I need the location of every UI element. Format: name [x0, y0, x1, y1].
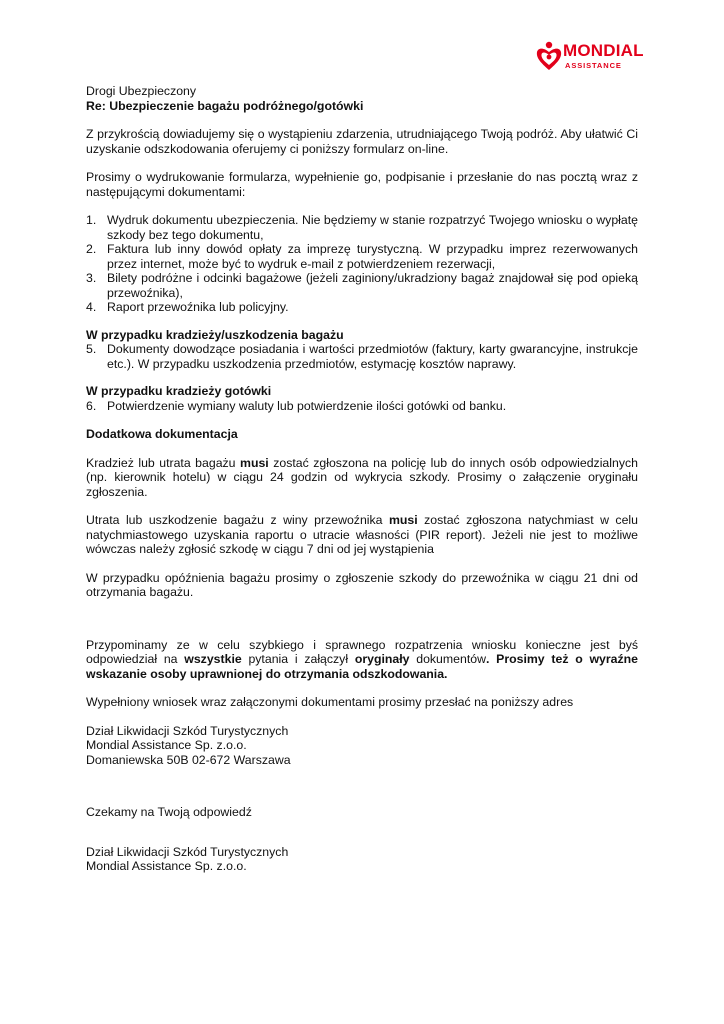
logo-subtitle: ASSISTANCE	[565, 61, 622, 70]
send-instructions: Wypełniony wniosek wraz załączonymi dokumentami prosimy przesłać na poniższy adres	[86, 695, 574, 709]
heart-person-icon	[536, 41, 562, 71]
list-number: 5.	[86, 342, 97, 356]
cash-theft-heading: W przypadku kradzieży gotówki	[86, 384, 272, 398]
text-run: Kradzież lub utrata bagażu	[86, 455, 241, 470]
closing-line: Czekamy na Twoją odpowiedź	[86, 805, 252, 819]
mailing-address	[86, 724, 638, 768]
list-text: Dokumenty dowodzące posiadania i wartości przedmiotów (faktury, karty gwarancyjne, instrukcje etc.). W przypadku uszkodzenia przedmiotów, estymację kosztów naprawy.	[107, 342, 638, 371]
list-number: 4.	[86, 300, 97, 314]
logo-name: MONDIAL	[563, 41, 644, 60]
additional-docs-heading: Dodatkowa dokumentacja	[86, 427, 238, 441]
theft-damage-list	[86, 342, 638, 371]
subject-line: Re: Ubezpieczenie bagażu podróżnego/gotówki	[86, 98, 364, 113]
list-text: Wydruk dokumentu ubezpieczenia. Nie będziemy w stanie rozpatrzyć Twojego wniosku o wypłatę szkody bez tego dokumentu,	[107, 213, 638, 242]
list-item	[86, 342, 638, 371]
emphasis-text: . Prosimy też o wyraźne wskazanie osoby uprawnionej do otrzymania odszkodowania.	[86, 652, 639, 681]
loss-report-paragraph	[86, 456, 638, 500]
emphasis-text: musi	[240, 455, 269, 470]
list-item	[86, 242, 638, 271]
signature-block	[86, 845, 638, 874]
address-line: Mondial Assistance Sp. z.o.o.	[86, 738, 247, 752]
text-run: zostać zgłoszona natychmiast w celu natychmiastowego uzyskania raportu o utracie własności (PIR report). Jeżeli nie jest to możliwe wówczas należy zgłosić szkodę w ciągu 7 dni od jej wystąpienia	[86, 513, 638, 556]
intro-paragraph: Z przykrością dowiadujemy się o wystąpieniu zdarzenia, utrudniającego Twoją podróż. Aby ułatwić Ci uzyskanie odszkodowania oferujemy ci poniższy formularz on-line.	[86, 127, 638, 156]
emphasis-text: oryginały	[354, 652, 410, 666]
list-item	[86, 213, 638, 242]
theft-damage-heading: W przypadku kradzieży/uszkodzenia bagażu	[86, 327, 344, 342]
salutation: Drogi Ubezpieczony	[86, 84, 197, 98]
request-paragraph: Prosimy o wydrukowanie formularza, wypełnienie go, podpisanie i przesłanie do nas pocztą wraz z następującymi dokumentami:	[86, 170, 638, 199]
list-text: Raport przewoźnika lub policyjny.	[107, 300, 289, 314]
required-documents-list	[86, 213, 638, 315]
list-text: Faktura lub inny dowód opłaty za imprezę turystyczną. W przypadku imprez rezerwowanych przez internet, może być to wydruk e-mail z potwierdzeniem rezerwacji,	[107, 242, 638, 271]
mondial-assistance-logo	[536, 41, 644, 73]
text-run: Utrata lub uszkodzenie bagażu z winy przewoźnika	[86, 513, 389, 527]
letter-body	[86, 84, 638, 874]
list-item	[86, 271, 638, 300]
delay-paragraph: W przypadku opóźnienia bagażu prosimy o zgłoszenie szkody do przewoźnika w ciągu 21 dni od otrzymania bagażu.	[86, 570, 638, 599]
signature-line: Mondial Assistance Sp. z.o.o.	[86, 859, 247, 873]
emphasis-text: musi	[388, 513, 418, 527]
list-number: 3.	[86, 271, 97, 285]
list-text: Bilety podróżne i odcinki bagażowe (jeżeli zaginiony/ukradziony bagaż znajdował się pod opieką przewoźnika),	[107, 271, 638, 300]
cash-theft-list	[86, 399, 638, 414]
emphasis-text: wszystkie	[184, 652, 242, 666]
list-number: 6.	[86, 398, 97, 413]
list-text: Potwierdzenie wymiany waluty lub potwierdzenie ilości gotówki od banku.	[107, 398, 507, 413]
text-run: pytania i załączył	[241, 652, 355, 666]
address-line: Domaniewska 50B 02-672 Warszawa	[86, 752, 291, 767]
text-run: Przypominamy ze w celu szybkiego i sprawnego rozpatrzenia wniosku konieczne jest byś odpowiedział na	[86, 637, 638, 666]
list-number: 1.	[86, 213, 97, 227]
list-item	[86, 300, 638, 315]
text-run: zostać zgłoszona na policję lub do innych osób odpowiedzialnych (np. kierownik hotelu) w ciągu 24 godzin od wykrycia szkody. Prosimy o załączenie oryginału zgłoszenia.	[86, 455, 638, 499]
signature-line: Dział Likwidacji Szkód Turystycznych	[86, 844, 289, 859]
list-number: 2.	[86, 242, 97, 256]
reminder-paragraph	[86, 638, 638, 682]
text-run: dokumentów	[409, 652, 486, 666]
carrier-report-paragraph	[86, 513, 638, 557]
address-line: Dział Likwidacji Szkód Turystycznych	[86, 723, 289, 738]
list-item	[86, 399, 638, 414]
